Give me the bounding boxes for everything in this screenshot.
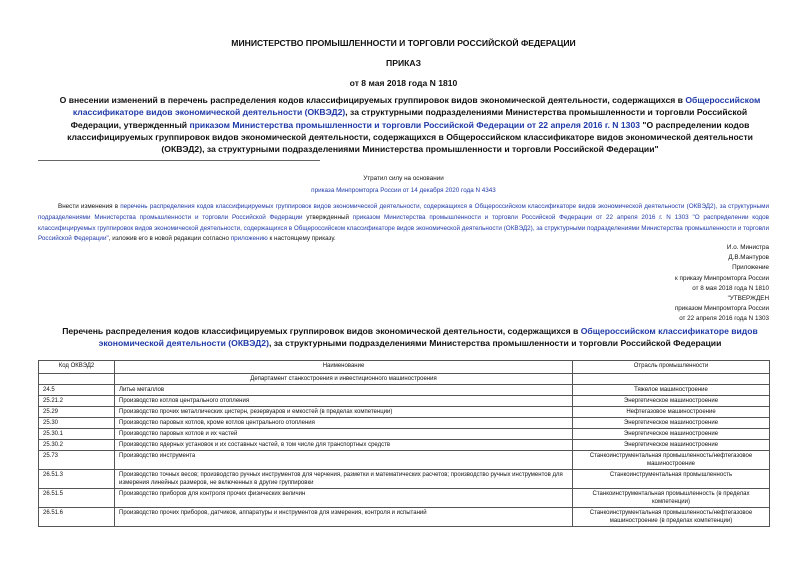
signature-position: И.о. Министра bbox=[726, 244, 769, 251]
table-row bbox=[39, 396, 770, 407]
code-cell: 25.73 bbox=[39, 451, 115, 470]
name-cell: Производство прочих металлических цистерн, резервуаров и емкостей (в пределах компетенции) bbox=[115, 407, 573, 418]
appendix-line-4: "УТВЕРЖДЕН bbox=[727, 295, 769, 303]
industry-cell: Станкоинструментальная промышленность (в пределах компетенции) bbox=[573, 489, 770, 508]
signature-name: Д.В.Мантуров bbox=[728, 254, 769, 262]
title-text-1: О внесении изменений в перечень распределения кодов классифицируемых группировок видов экономической деятельности, содержащихся в bbox=[59, 95, 686, 105]
table-row bbox=[39, 385, 770, 396]
code-cell: 25.30 bbox=[39, 418, 115, 429]
divider bbox=[38, 160, 320, 161]
header-code: Код ОКВЭД2 bbox=[39, 361, 115, 374]
table-row bbox=[39, 440, 770, 451]
okved-table bbox=[38, 360, 770, 527]
name-cell: Производство приборов для контроля прочих физических величин bbox=[115, 489, 573, 508]
appendix-line-5: приказом Минпромторга России bbox=[674, 305, 769, 313]
name-cell: Литье металлов bbox=[115, 385, 573, 396]
table-header-row bbox=[39, 361, 770, 374]
order-date: от 8 мая 2018 года N 1810 bbox=[349, 78, 458, 88]
code-cell: 26.51.3 bbox=[39, 470, 115, 489]
industry-cell: Энергетическое машиностроение bbox=[573, 396, 770, 407]
appendix-link[interactable]: приложению bbox=[230, 235, 268, 243]
name-cell: Производство ядерных установок и их составных частей, в том числе для транспортных средств bbox=[115, 440, 573, 451]
title-text-2: , за структурными подразделениями Министерства промышленности и торговли Российской Федерации, утвержденный bbox=[70, 107, 748, 130]
list-title bbox=[50, 326, 770, 349]
order-title bbox=[50, 94, 770, 155]
industry-cell: Станкоинструментальная промышленность/нефтегазовое машиностроение (в пределах компетенции) bbox=[573, 508, 770, 527]
table-row bbox=[39, 508, 770, 527]
table-row bbox=[39, 407, 770, 418]
order-1303-intro-link[interactable]: приказом Министерства промышленности и торговли Российской Федерации от 22 апреля 2016 г. N 1303 "О распределении кодов классифицируемых группировок видов экономической деятельности, содержащихся в Общероссийском классификаторе видов экономической деятельности (ОКВЭД2), за структурными подразделениями Министерства промышленности и торговли Российской Федерации" bbox=[38, 213, 769, 243]
intro-text-2: утвержденный bbox=[302, 213, 353, 221]
title-text-3: "О распределении кодов классифицируемых группировок видов экономической деятельности, содержащихся в Общероссийском классификаторе видов экономической деятельности (ОКВЭД2), за структурными подразделениями Министерства промышленности и торговли Российской Федерации" bbox=[67, 119, 753, 155]
industry-cell: Энергетическое машиностроение bbox=[573, 440, 770, 451]
table-row bbox=[39, 451, 770, 470]
signature-appendix-block bbox=[675, 243, 769, 325]
code-cell: 26.51.5 bbox=[39, 489, 115, 508]
appendix-line-6: от 22 апреля 2016 года N 1303 bbox=[679, 315, 769, 323]
list-link[interactable]: перечень распределения кодов классифицируемых группировок видов экономической деятельности, содержащихся в Общероссийском классификаторе видов экономической деятельности (ОКВЭД2), за структурными подразделениями Министерства промышленности и торговли Российской Федерации bbox=[38, 203, 769, 221]
department-row bbox=[39, 374, 770, 385]
appendix-line-3: от 8 мая 2018 года N 1810 bbox=[692, 284, 769, 292]
industry-cell: Нефтегазовое машиностроение bbox=[573, 407, 770, 418]
intro-text-4: к настоящему приказу. bbox=[267, 235, 336, 243]
list-title-text-2: , за структурными подразделениями Министерства промышленности и торговли Российской Федерации bbox=[268, 337, 722, 348]
intro-text-1: Внести изменения в bbox=[58, 203, 121, 210]
intro-paragraph bbox=[38, 202, 769, 245]
okved2-list-link[interactable]: Общероссийском классификаторе видов экономической деятельности (ОКВЭД2) bbox=[98, 326, 758, 348]
list-title-text-1: Перечень распределения кодов классифицируемых группировок видов экономической деятельности, содержащихся в bbox=[62, 326, 581, 336]
lost-force-text: Утратил силу на основании bbox=[363, 175, 444, 182]
name-cell: Производство инструмента bbox=[115, 451, 573, 470]
appendix-line-1: Приложение bbox=[732, 264, 769, 272]
order-heading: ПРИКАЗ bbox=[386, 58, 421, 68]
name-cell: Производство паровых котлов, кроме котлов центрального отопления bbox=[115, 418, 573, 429]
ministry-heading: МИНИСТЕРСТВО ПРОМЫШЛЕННОСТИ И ТОРГОВЛИ РОССИЙСКОЙ ФЕДЕРАЦИИ bbox=[231, 38, 576, 48]
name-cell: Производство паровых котлов и их частей bbox=[115, 429, 573, 440]
industry-cell: Энергетическое машиностроение bbox=[573, 418, 770, 429]
industry-cell: Тяжелое машиностроение bbox=[573, 385, 770, 396]
table-row bbox=[39, 418, 770, 429]
code-cell: 26.51.6 bbox=[39, 508, 115, 527]
code-cell: 25.30.1 bbox=[39, 429, 115, 440]
order-4343-link[interactable]: приказа Минпромторга России от 14 декабря 2020 года N 4343 bbox=[311, 187, 496, 194]
header-name: Наименование bbox=[115, 361, 573, 374]
code-cell: 25.30.2 bbox=[39, 440, 115, 451]
code-cell: 25.29 bbox=[39, 407, 115, 418]
code-cell: 24.5 bbox=[39, 385, 115, 396]
appendix-line-2: к приказу Минпромторга России bbox=[675, 274, 769, 282]
header-industry: Отрасль промышленности bbox=[573, 361, 770, 374]
name-cell: Производство котлов центрального отопления bbox=[115, 396, 573, 407]
name-cell: Производство прочих приборов, датчиков, аппаратуры и инструментов для измерения, контроля и испытаний bbox=[115, 508, 573, 527]
table-row bbox=[39, 489, 770, 508]
industry-cell: Станкоинструментальная промышленность bbox=[573, 470, 770, 489]
industry-cell: Станкоинструментальная промышленность/нефтегазовое машиностроение bbox=[573, 451, 770, 470]
lost-force-note bbox=[0, 173, 807, 197]
name-cell: Производство точных весов; производство ручных инструментов для черчения, разметки и математических расчетов; производство ручных инструментов для измерения линейных размеров, не включенных в другие группировки bbox=[115, 470, 573, 489]
intro-text-3: , изложив его в новой редакции согласно bbox=[108, 235, 231, 243]
table-row bbox=[39, 429, 770, 440]
order-1303-link[interactable]: приказом Министерства промышленности и торговли Российской Федерации от 22 апреля 2016 г. N 1303 bbox=[189, 119, 641, 130]
department-name: Департамент станкостроения и инвестиционного машиностроения bbox=[115, 374, 573, 385]
industry-cell: Энергетическое машиностроение bbox=[573, 429, 770, 440]
okved2-link[interactable]: Общероссийском классификаторе видов экономической деятельности (ОКВЭД2) bbox=[72, 95, 761, 118]
code-cell: 25.21.2 bbox=[39, 396, 115, 407]
table-row bbox=[39, 470, 770, 489]
